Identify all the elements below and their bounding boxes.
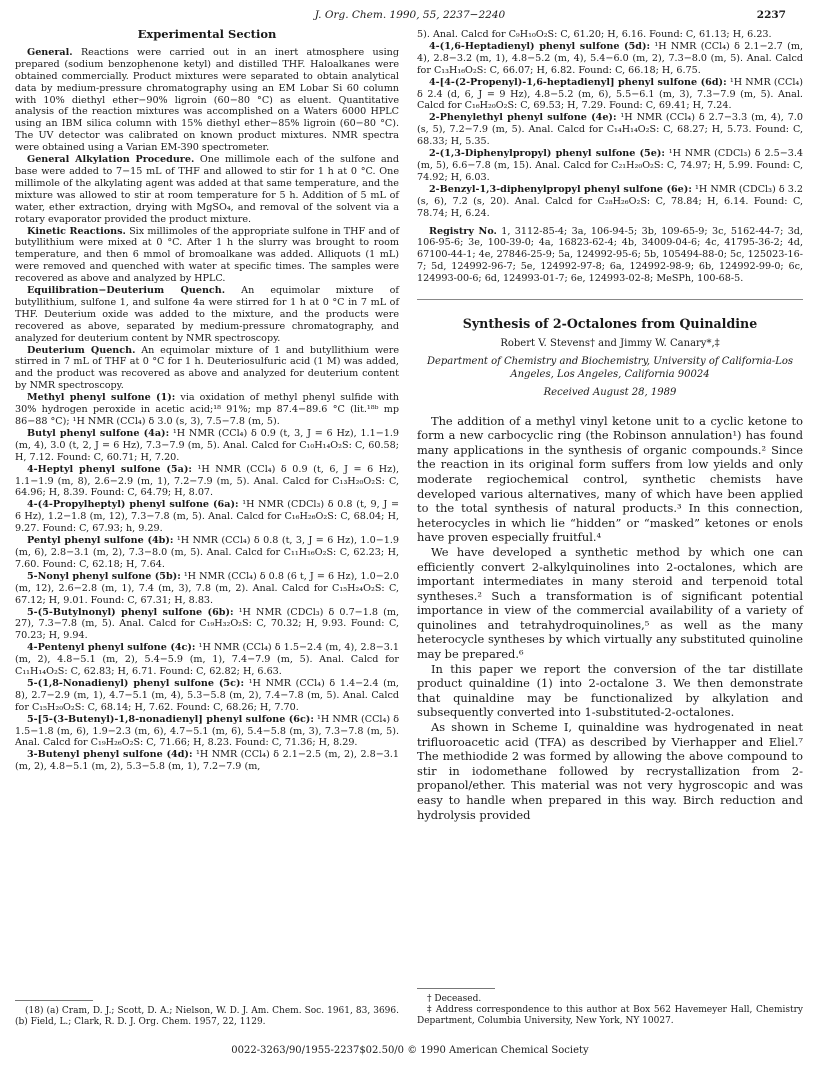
compound-name: Pentyl phenyl sulfone (4b): <box>27 535 174 547</box>
page-number: 2237 <box>756 9 786 21</box>
compound-entry: 2-Phenylethyl phenyl sulfone (4e): ¹H NMR (CCl₄) δ 2.7−3.3 (m, 4), 7.0 (s, 5), 7.2−7.9 (m, 5). Anal. Calcd for C₁₄H₁₄O₂S: C, 68.27; H, 5.73. Found: C, 68.33; H, 5.35. <box>417 112 803 148</box>
compound-entry: 5-(5-Butylnonyl) phenyl sulfone (6b): ¹H NMR (CDCl₃) δ 0.7−1.8 (m, 27), 7.3−7.8 (m, 5). Anal. Calcd for C₁₉H₃₂O₂S: C, 70.32; H, 9.93. Found: C, 70.23; H, 9.94. <box>15 606 399 642</box>
footnote-rule-right <box>417 988 495 989</box>
paragraph-equilibration: Equilibration−Deuterium Quench. An equimolar mixture of butyllithium, sulfone 1, and sulfone 4a were stirred for 1 h at 0 °C in 7 mL of THF. Deuterium oxide was added to the mixture, and the products were recovered as above, separated by medium-pressure chromatography, and analyzed for deuterium content by NMR spectroscopy. <box>15 285 399 344</box>
body-paragraph: The addition of a methyl vinyl ketone unit to a cyclic ketone to form a new carbocyclic ring (the Robinson annulation¹) has found many applications in the synthesis of organic compounds.² Since the reaction in its original form suffers from low yields and only moderate regiochemical control, synthetic chemists have developed various alternatives, many of which have been applied to the total synthesis of natural products.³ In this connection, heterocycles in which lie “hidden” or “masked” ketones or enols have proven especially fruitful.⁴ <box>417 413 803 545</box>
compound-name: 5-Nonyl phenyl sulfone (5b): <box>27 570 181 582</box>
footnote-address: ‡ Address correspondence to this author at Box 562 Havemeyer Hall, Chemistry Department, Columbia University, New York, NY 10027. <box>417 1005 803 1026</box>
compound-entry: 5-[5-(3-Butenyl)-1,8-nonadienyl] phenyl sulfone (6c): ¹H NMR (CCl₄) δ 1.5−1.8 (m, 6), 1.9−2.3 (m, 6), 4.7−5.1 (m, 6), 5.4−5.8 (m, 3), 7.3−7.8 (m, 5). Anal. Calcd for C₁₉H₂₆O₂S: C, 71.66; H, 8.23. Found: C, 71.36; H, 8.29. <box>15 713 400 749</box>
compound-name: 4-[4-(2-Propenyl)-1,6-heptadienyl] phenyl sulfone (6d): <box>429 76 727 88</box>
compound-entry: 4-[4-(2-Propenyl)-1,6-heptadienyl] phenyl sulfone (6d): ¹H NMR (CCl₄) δ 2.4 (d, 6, J = 9 Hz), 4.8−5.2 (m, 6), 5.5−6.1 (m, 3), 7.3−7.9 (m, 5). Anal. Calcd for C₁₆H₂₀O₂S: C, 69.53; H, 7.29. Found: C, 69.41; H, 7.24. <box>417 76 803 112</box>
compound-name: 5-(5-Butylnonyl) phenyl sulfone (6b): <box>27 606 234 618</box>
registry-heading: Registry No. <box>429 225 497 237</box>
run-in-heading: General. <box>27 46 73 58</box>
page-footer: 0022-3263/90/1955-2237$02.50/0 © 1990 American Chemical Society <box>231 1045 589 1056</box>
right-column <box>417 29 803 822</box>
compound-name: Butyl phenyl sulfone (4a): <box>27 427 170 439</box>
compound-entry: 4-(4-Propylheptyl) phenyl sulfone (6a): ¹H NMR (CDCl₃) δ 0.8 (t, 9, J = 6 Hz), 1.2−1.8 (m, 12), 7.3−7.8 (m, 5). Anal. Calcd for C₁₆H₂₆O₂S: C, 68.04; H, 9.27. Found: C, 67.93; h, 9.29. <box>15 499 399 535</box>
body-paragraph: We have developed a synthetic method by which one can efficiently convert 2-alkylquinolines into 2-octalones, which are important intermediates in many steroid and terpenoid total syntheses.² Such a transformation is of significant potential importance in view of the commercial availability of a variety of quinolines and tetrahydroquinolines,⁵ as well as the many heterocycle syntheses by which virtually any substituted quinoline may be prepared.⁶ <box>417 544 803 662</box>
compound-entry: 4-Pentenyl phenyl sulfone (4c): ¹H NMR (CCl₄) δ 1.5−2.4 (m, 4), 2.8−3.1 (m, 2), 4.8−5.1 (m, 2), 5.4−5.9 (m, 1), 7.4−7.9 (m, 5). Anal. Calcd for C₁₁H₁₄O₂S: C, 62.83; H, 6.71. Found: C, 62.82; H, 6.63. <box>15 642 399 678</box>
footnote-18: (18) (a) Cram, D. J.; Scott, D. A.; Nielson, W. D. J. Am. Chem. Soc. 1961, 83, 3696. (b) Field, L.; Clark, R. D. J. Org. Chem. 1957, 22, 1129. <box>15 1006 399 1027</box>
section-title: Experimental Section <box>137 27 277 41</box>
affiliation: Department of Chemistry and Biochemistry, University of California-Los Angeles, Los Angeles, California 90024 <box>426 356 794 380</box>
paragraph-general: General. Reactions were carried out in an inert atmosphere using prepared (sodium benzophenone ketyl) and distilled THF. Haloalkanes were obtained commercially. Product mixtures were separated to obtain analytical data by medium-pressure chromatography using an EM Lobar Si 60 column with 10% diethyl ether−90% ligroin (60−80 °C) as eluent. Quantitative analysis of the reaction mixtures was accomplished on a Waters 6000 HPLC using an IBM silica column with 15% diethyl ether−85% ligroin (60−80 °C). The UV detector was calibrated on known product mixtures. NMR spectra were obtained using a Varian EM-390 spectrometer. <box>15 46 399 154</box>
compound-entry: 4-Heptyl phenyl sulfone (5a): ¹H NMR (CCl₄) δ 0.9 (t, 6, J = 6 Hz), 1.1−1.9 (m, 8), 2.6−2.9 (m, 1), 7.2−7.9 (m, 5). Anal. Calcd for C₁₃H₂₀O₂S: C, 64.96; H, 8.39. Found: C, 64.79; H, 8.07. <box>15 463 399 499</box>
received-date: Received August 28, 1989 <box>543 387 677 399</box>
compound-name: 3-Butenyl phenyl sulfone (4d): <box>27 749 193 761</box>
running-head <box>0 9 820 25</box>
body-paragraph: In this paper we report the conversion of the tar distillate product quinaldine (1) into 2-octalone 3. We then demonstrate that quinaldine may be functionalized by alkylation and subsequently converted into 1-substituted-2-octalones. <box>417 661 803 720</box>
compound-entry: 2-Benzyl-1,3-diphenylpropyl phenyl sulfone (6e): ¹H NMR (CDCl₃) δ 3.2 (s, 6), 7.2 (s, 20). Anal. Calcd for C₂₈H₂₆O₂S: C, 78.84; H, 6.14. Found: C, 78.74; H, 6.24. <box>417 183 803 219</box>
footnotes-left <box>15 1006 399 1028</box>
compound-entry: 5-Nonyl phenyl sulfone (5b): ¹H NMR (CCl₄) δ 0.8 (6 t, J = 6 Hz), 1.0−2.0 (m, 12), 2.6−2.8 (m, 1), 7.4 (m, 3), 7.8 (m, 2). Anal. Calcd for C₁₅H₂₄O₂S: C, 67.12; H, 9.01. Found: C, 67.31; H, 8.83. <box>15 570 399 606</box>
registry-numbers: Registry No. 1, 3112-85-4; 3a, 106-94-5; 3b, 109-65-9; 3c, 5162-44-7; 3d, 106-95-6; 3e, 100-39-0; 4a, 16823-62-4; 4b, 34009-04-6; 4c, 41795-36-2; 4d, 67100-44-1; 4e, 27846-25-9; 5a, 124992-95-6; 5b, 105494-88-0; 5c, 125023-16-7; 5d, 124992-96-7; 5e, 124992-97-8; 6a, 124992-98-9; 6b, 124992-99-0; 6c, 124993-00-6; 6d, 124993-01-7; 6e, 124993-02-8; MeSPh, 100-68-5. <box>417 225 803 285</box>
footnotes-right <box>417 994 803 1027</box>
compound-entry: Methyl phenyl sulfone (1): via oxidation of methyl phenyl sulfide with 30% hydrogen peroxide in acetic acid;¹⁸ 91%; mp 87.4−89.6 °C (lit.¹⁸ᵇ mp 86−88 °C); ¹H NMR (CCl₄) δ 3.0 (s, 3), 7.5−7.8 (m, 5). <box>15 392 399 427</box>
compound-name: 2-Benzyl-1,3-diphenylpropyl phenyl sulfone (6e): <box>429 183 692 195</box>
article-body <box>417 414 803 823</box>
run-in-heading: Deuterium Quench. <box>27 344 136 356</box>
compound-entry-continued: 5). Anal. Calcd for C₉H₁₀O₂S: C, 61.20; H, 6.16. Found: C, 61.13; H, 6.23. <box>417 29 772 40</box>
body-paragraph: As shown in Scheme I, quinaldine was hydrogenated in neat trifluoroacetic acid (TFA) as described by Vierhapper and Eliel.⁷ The methiodide 2 was formed by allowing the above compound to stir in iodomethane followed by recrystallization from 2-propanol/ether. This material was not very hygroscopic and was easy to handle when prepared in this way. Birch reduction and hydrolysis provided <box>417 720 803 822</box>
journal-citation: J. Org. Chem. 1990, 55, 2237−2240 <box>314 9 506 21</box>
compound-entry: Pentyl phenyl sulfone (4b): ¹H NMR (CCl₄) δ 0.8 (t, 3, J = 6 Hz), 1.0−1.9 (m, 6), 2.8−3.1 (m, 2), 7.3−8.0 (m, 5). Anal. Calcd for C₁₁H₁₆O₂S: C, 62.23; H, 7.60. Found: C, 62.18; H, 7.64. <box>15 535 399 570</box>
article-title: Synthesis of 2-Octalones from Quinaldine <box>462 316 758 332</box>
compound-name: 2-Phenylethyl phenyl sulfone (4e): <box>429 112 617 124</box>
left-column <box>15 29 399 773</box>
compound-name: 5-[5-(3-Butenyl)-1,8-nonadienyl] phenyl sulfone (6c): <box>27 713 314 725</box>
compound-name: 4-(4-Propylheptyl) phenyl sulfone (6a): <box>27 499 239 511</box>
run-in-heading: General Alkylation Procedure. <box>27 154 195 166</box>
compound-name: Methyl phenyl sulfone (1): <box>27 392 176 404</box>
compound-name: 5-(1,8-Nonadienyl) phenyl sulfone (5c): <box>27 677 245 689</box>
compound-name: 4-(1,6-Heptadienyl) phenyl sulfone (5d): <box>429 40 651 52</box>
compound-entry: 3-Butenyl phenyl sulfone (4d): ¹H NMR (CCl₄) δ 2.1−2.5 (m, 2), 2.8−3.1 (m, 2), 4.8−5.1 (m, 2), 5.3−5.8 (m, 1), 7.2−7.9 (m, <box>15 749 399 773</box>
compound-entry: 5-(1,8-Nonadienyl) phenyl sulfone (5c): ¹H NMR (CCl₄) δ 1.4−2.4 (m, 8), 2.7−2.9 (m, 1), 4.7−5.1 (m, 4), 5.3−5.8 (m, 2), 7.4−7.8 (m, 5). Anal. Calcd for C₁₅H₂₀O₂S: C, 68.14; H, 7.62. Found: C, 68.26; H, 7.70. <box>15 677 399 713</box>
paragraph-deuterium-quench: Deuterium Quench. An equimolar mixture of 1 and butyllithium were stirred in 7 mL of THF at 0 °C for 1 h. Deuteriosulfuric acid (1 M) was added, and the product was recovered as above and analyzed for deuterium content by NMR spectroscopy. <box>15 344 399 392</box>
run-in-heading: Equilibration−Deuterium Quench. <box>27 285 226 297</box>
authors: Robert V. Stevens† and Jimmy W. Canary*,‡ <box>500 337 720 349</box>
compound-entry: 2-(1,3-Diphenylpropyl) phenyl sulfone (5e): ¹H NMR (CDCl₃) δ 2.5−3.4 (m, 5), 6.6−7.8 (m, 15). Anal. Calcd for C₂₁H₂₀O₂S: C, 74.97; H, 5.99. Found: C, 74.92; H, 6.03. <box>417 148 803 183</box>
paragraph-kinetic: Kinetic Reactions. Six millimoles of the appropriate sulfone in THF and of butyllithium were mixed at 0 °C. After 1 h the slurry was brought to room temperature, and then 6 mmol of bromoalkane was added. Alliquots (1 mL) were removed and quenched with water at specific times. The samples were recovered as above and analyzed by HPLC. <box>15 225 399 285</box>
compound-entry: Butyl phenyl sulfone (4a): ¹H NMR (CCl₄) δ 0.9 (t, 3, J = 6 Hz), 1.1−1.9 (m, 4), 3.0 (t, 2, J = 6 Hz), 7.3−7.9 (m, 5). Anal. Calcd for C₁₀H₁₄O₂S: C, 60.58; H, 7.12. Found: C, 60.71; H, 7.20. <box>15 427 400 463</box>
compound-name: 4-Heptyl phenyl sulfone (5a): <box>27 463 192 475</box>
paragraph-alkylation: General Alkylation Procedure. One millimole each of the sulfone and base were added to 7−15 mL of THF and allowed to stir for 1 h at 0 °C. One millimole of the alkylating agent was added at that same temperature, and the mixture was allowed to stir at room temperature for 5 h. Addition of 5 mL of water, ether extraction, drying with MgSO₄, and removal of the solvent via a rotary evaporator provided the product mixture. <box>15 154 399 225</box>
compound-name: 2-(1,3-Diphenylpropyl) phenyl sulfone (5e): <box>429 148 665 160</box>
compound-name: 4-Pentenyl phenyl sulfone (4c): <box>27 642 196 654</box>
run-in-heading: Kinetic Reactions. <box>27 225 126 237</box>
footnote-rule-left <box>15 1000 93 1001</box>
compound-entry: 4-(1,6-Heptadienyl) phenyl sulfone (5d): ¹H NMR (CCl₄) δ 2.1−2.7 (m, 4), 2.8−3.2 (m, 1), 4.8−5.2 (m, 4), 5.4−6.0 (m, 2), 7.3−8.0 (m, 5). Anal. Calcd for C₁₃H₁₆O₂S: C, 66.07; H, 6.82. Found: C, 66.18; H, 6.75. <box>417 40 803 76</box>
article-divider <box>417 299 803 300</box>
footnote-deceased: † Deceased. <box>427 994 482 1004</box>
